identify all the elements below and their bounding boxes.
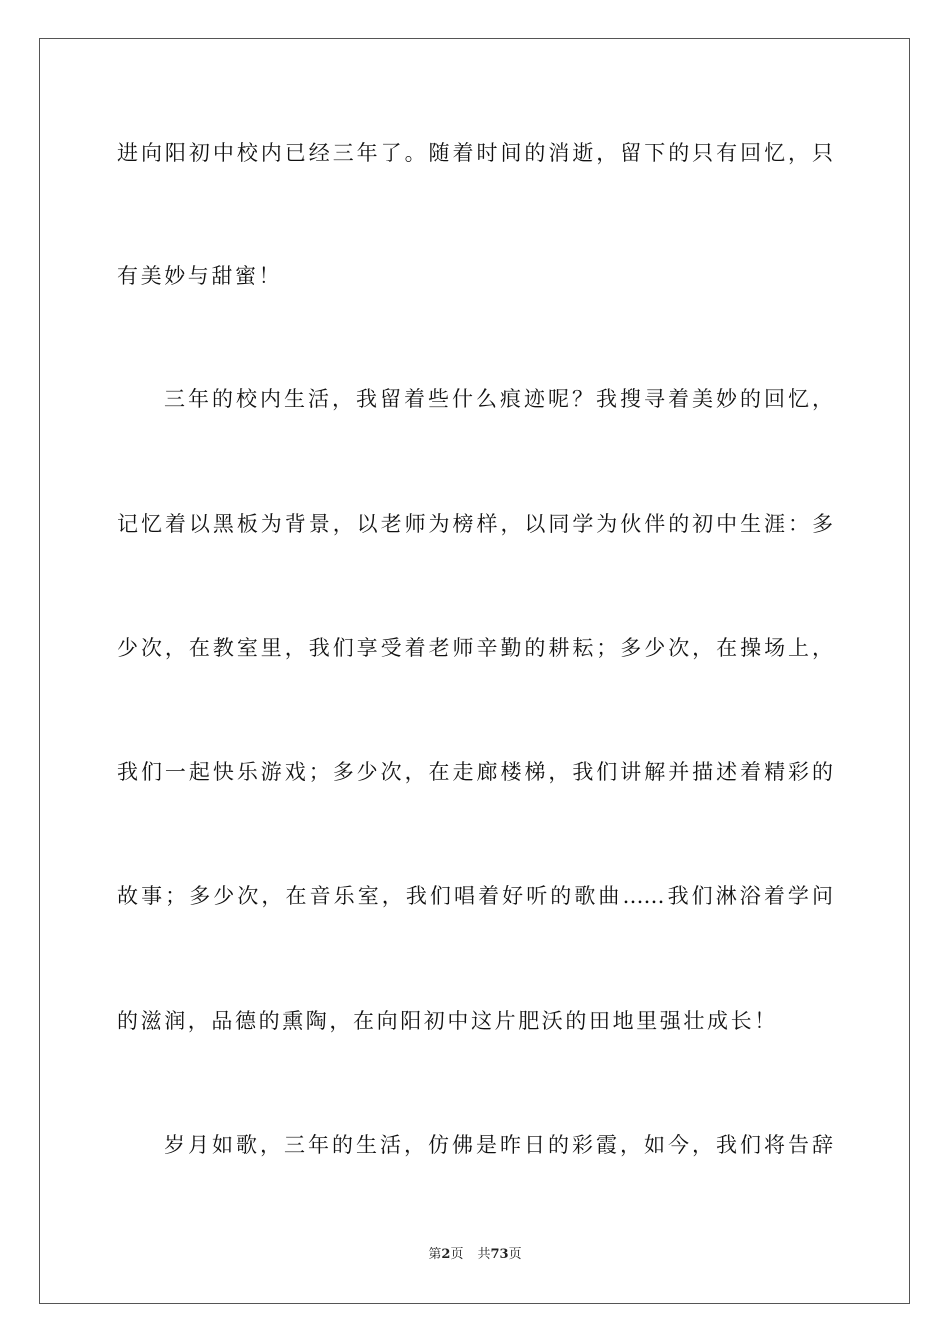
page-suffix: 页 — [450, 1247, 464, 1262]
body-line-8: 的滋润，品德的熏陶，在向阳初中这片肥沃的田地里强壮成长！ — [117, 1009, 778, 1033]
total-suffix: 页 — [508, 1247, 522, 1262]
body-line-3: 三年的校内生活，我留着些什么痕迹呢？我搜寻着美妙的回忆， — [164, 387, 833, 411]
body-line-1: 进向阳初中校内已经三年了。随着时间的消逝，留下的只有回忆，只 — [117, 141, 833, 165]
total-prefix: 共 — [477, 1247, 491, 1262]
body-line-6: 我们一起快乐游戏；多少次，在走廊楼梯，我们讲解并描述着精彩的 — [117, 760, 833, 784]
body-line-7: 故事；多少次，在音乐室，我们唱着好听的歌曲……我们淋浴着学问 — [117, 884, 833, 908]
page-footer — [0, 1247, 950, 1263]
page-number: 2 — [441, 1247, 451, 1262]
page-prefix: 第 — [428, 1247, 442, 1262]
body-line-5: 少次，在教室里，我们享受着老师辛勤的耕耘；多少次，在操场上， — [117, 636, 833, 660]
body-line-4: 记忆着以黑板为背景，以老师为榜样，以同学为伙伴的初中生涯：多 — [117, 512, 833, 536]
body-line-2: 有美妙与甜蜜！ — [117, 264, 283, 288]
page-border — [39, 38, 910, 1304]
body-line-9: 岁月如歌，三年的生活，仿佛是昨日的彩霞，如今，我们将告辞 — [164, 1133, 833, 1157]
total-pages: 73 — [490, 1247, 509, 1262]
